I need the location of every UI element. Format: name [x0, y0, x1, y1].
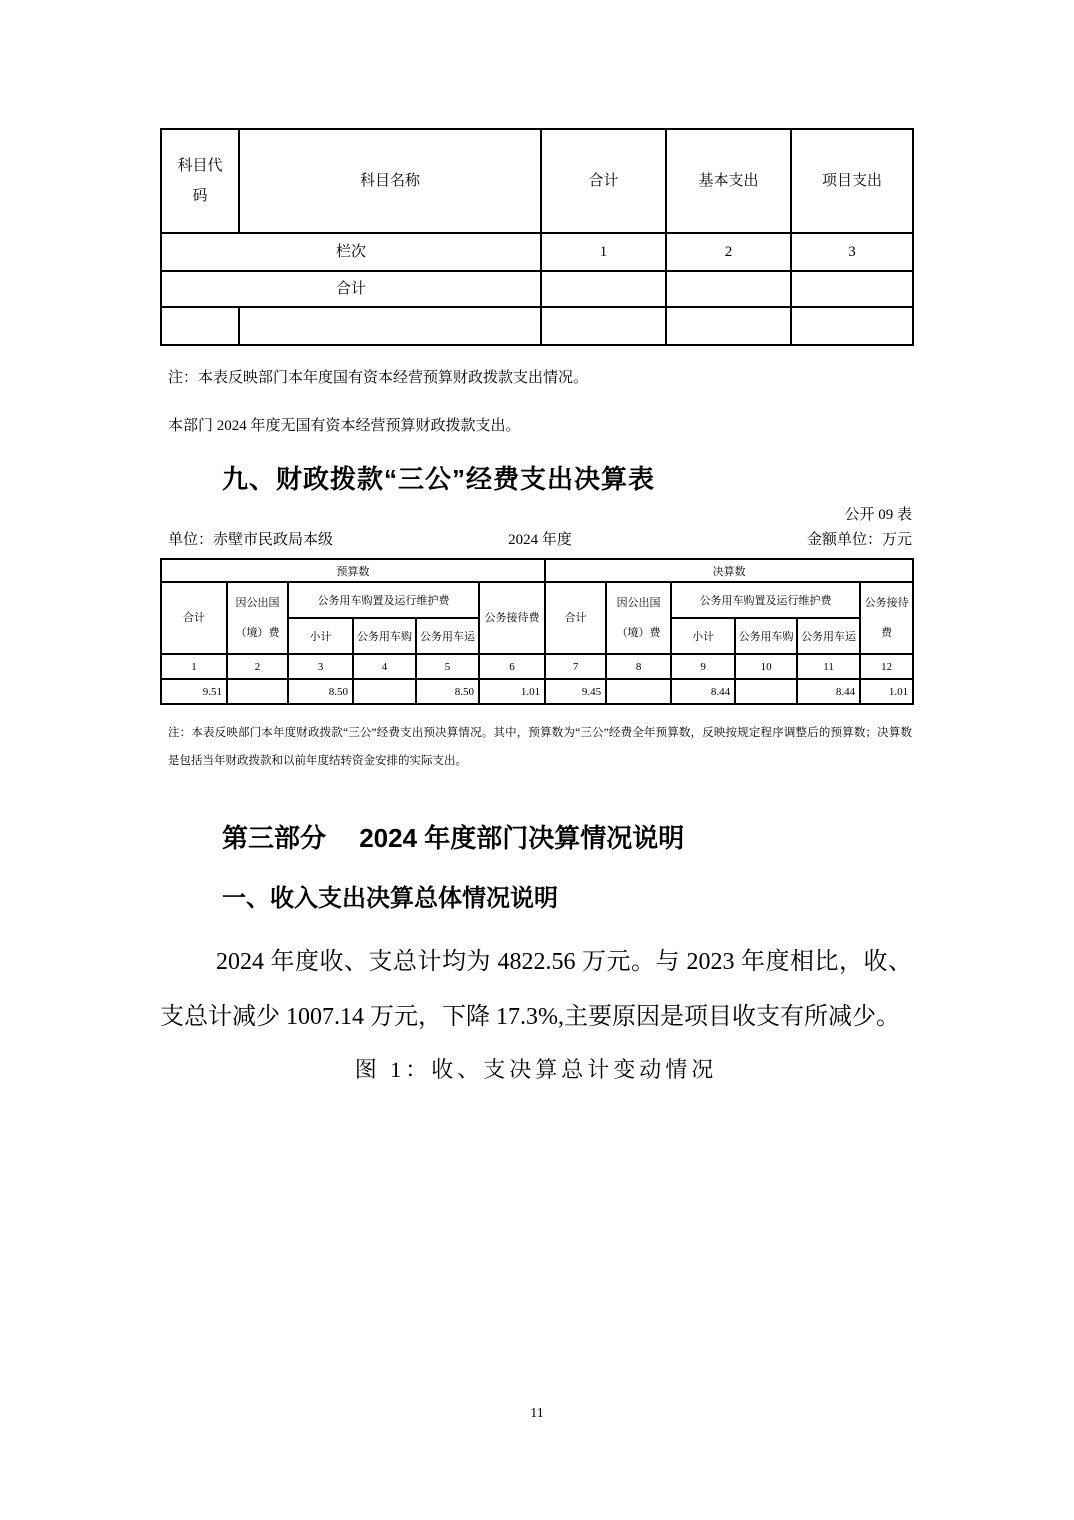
- table-cell: [239, 307, 541, 345]
- no-soe-budget-statement: 本部门 2024 年度无国有资本经营预算财政拨款支出。: [168, 418, 521, 434]
- column-number: 4: [353, 654, 416, 679]
- part3-title: 第三部分 2024 年度部门决算情况说明: [222, 823, 685, 853]
- value-cell: 1.01: [860, 679, 913, 704]
- header-subject-name: 科目名称: [239, 129, 541, 233]
- budget-purchase-header: 公务用车购: [353, 618, 416, 654]
- part3-section1-title: 一、收入支出决算总体情况说明: [222, 885, 558, 912]
- column-number-row: [161, 654, 913, 679]
- table-cell: [791, 271, 913, 307]
- page-content: [160, 0, 912, 1085]
- figure1-caption: 图 1：收、支决算总计变动情况: [354, 1057, 718, 1082]
- public-table-code: 公开 09 表: [844, 507, 912, 523]
- final-purchase-header: 公务用车购: [735, 618, 797, 654]
- column-number: 3: [288, 654, 353, 679]
- value-row: [161, 679, 913, 704]
- table-cell: [666, 271, 791, 307]
- amount-unit-label: 金额单位：万元: [806, 532, 912, 548]
- table-header-row: [161, 129, 913, 233]
- column-number: 9: [671, 654, 735, 679]
- column-number: 10: [735, 654, 797, 679]
- table-row-total: [161, 271, 913, 307]
- budget-group-header: 预算数: [161, 559, 545, 582]
- summary-paragraph: 2024 年度收、支总计均为 4822.56 万元。与 2023 年度相比，收、支总计减少 1007.14 万元，下降 17.3%,主要原因是项目收支有所减少。: [160, 949, 912, 1030]
- column-number: 12: [860, 654, 913, 679]
- value-cell: 9.51: [161, 679, 227, 704]
- budget-reception-header: 公务接待费: [479, 582, 545, 654]
- table-cell: [161, 307, 239, 345]
- table-meta-row: [160, 530, 912, 550]
- column-number: 11: [797, 654, 860, 679]
- row-label: 栏次: [161, 233, 541, 271]
- value-cell: 8.44: [797, 679, 860, 704]
- unit-label: 单位：赤壁市民政局本级: [168, 532, 334, 548]
- table2-note: 注：本表反映部门本年度财政拨款“三公”经费支出预决算情况。其中，预算数为“三公”经费全年预算数，反映按规定程序调整后的预算数；决算数是包括当年财政拨款和以前年度结转资金安排的实际支出。: [168, 727, 912, 767]
- value-cell: 9.45: [545, 679, 606, 704]
- three-public-expenses-table: [160, 558, 914, 705]
- fiscal-year: 2024 年度: [508, 532, 572, 548]
- table-cell: [791, 307, 913, 345]
- header-project-expenditure: 项目支出: [791, 129, 913, 233]
- column-number: 5: [416, 654, 479, 679]
- final-total-header: 合计: [545, 582, 606, 654]
- value-cell: 8.44: [671, 679, 735, 704]
- table-cell: 3: [791, 233, 913, 271]
- page-number: 11: [530, 1406, 544, 1421]
- value-cell: [227, 679, 288, 704]
- row-label: 合计: [161, 271, 541, 307]
- column-number: 1: [161, 654, 227, 679]
- value-cell: 8.50: [288, 679, 353, 704]
- budget-vehicle-group-header: 公务用车购置及运行维护费: [288, 582, 479, 618]
- section9-title: 九、财政拨款“三公”经费支出决算表: [222, 464, 656, 494]
- budget-abroad-header: 因公出国（境）费: [227, 582, 288, 654]
- group-header-row: [161, 559, 913, 582]
- value-cell: [606, 679, 671, 704]
- table-row-empty: [161, 307, 913, 345]
- header-subject-code: 科目代码: [161, 129, 239, 233]
- value-cell: 8.50: [416, 679, 479, 704]
- table-cell: [541, 307, 666, 345]
- budget-subtotal-header: 小计: [288, 618, 353, 654]
- budget-total-header: 合计: [161, 582, 227, 654]
- column-number: 8: [606, 654, 671, 679]
- final-subtotal-header: 小计: [671, 618, 735, 654]
- table-cell: 2: [666, 233, 791, 271]
- header-basic-expenditure: 基本支出: [666, 129, 791, 233]
- subheader-row-1: [161, 582, 913, 618]
- table1-note: 注：本表反映部门本年度国有资本经营预算财政拨款支出情况。: [168, 370, 589, 386]
- column-number: 6: [479, 654, 545, 679]
- table-cell: [541, 271, 666, 307]
- final-group-header: 决算数: [545, 559, 913, 582]
- subject-expenditure-table: [160, 128, 914, 346]
- column-number: 2: [227, 654, 288, 679]
- header-total: 合计: [541, 129, 666, 233]
- value-cell: [735, 679, 797, 704]
- budget-operation-header: 公务用车运: [416, 618, 479, 654]
- table-row-lanci: [161, 233, 913, 271]
- value-cell: [353, 679, 416, 704]
- table-cell: 1: [541, 233, 666, 271]
- column-number: 7: [545, 654, 606, 679]
- final-operation-header: 公务用车运: [797, 618, 860, 654]
- table-cell: [666, 307, 791, 345]
- final-reception-header: 公务接待费: [860, 582, 913, 654]
- final-vehicle-group-header: 公务用车购置及运行维护费: [671, 582, 860, 618]
- value-cell: 1.01: [479, 679, 545, 704]
- final-abroad-header: 因公出国（境）费: [606, 582, 671, 654]
